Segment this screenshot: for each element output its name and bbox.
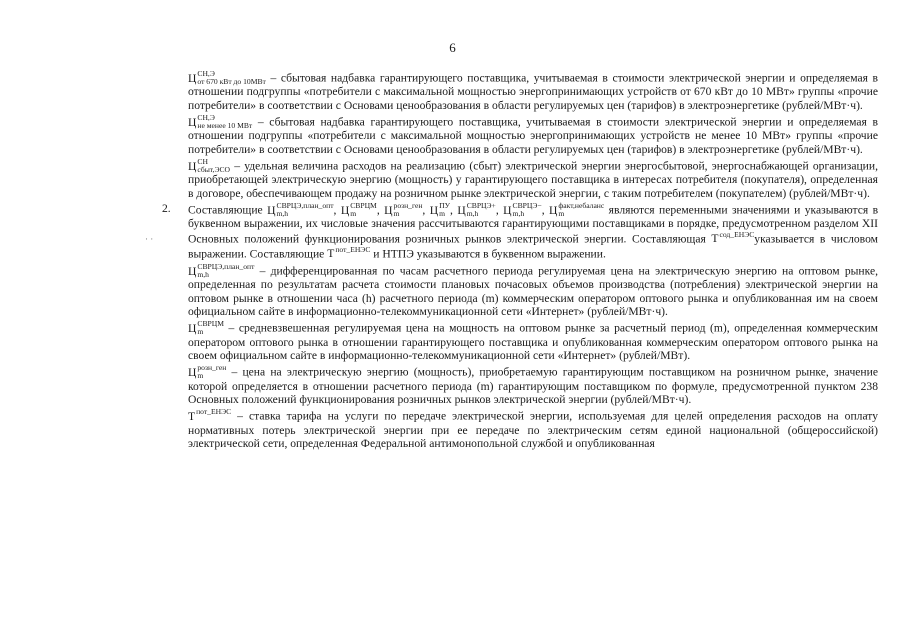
symbol-base: Ц [429, 203, 439, 217]
symbol-scripts [277, 202, 334, 217]
item-text: указывается в числовом выражении. Составляющие [188, 232, 878, 261]
symbol-superscript: СН,Э [197, 113, 215, 122]
formula-symbol [188, 157, 231, 174]
symbol-superscript: СН [197, 157, 208, 166]
symbol-scripts [335, 246, 370, 261]
symbol-subscript: от 670 кВт до 10МВт [197, 76, 266, 86]
symbol-subscript: m [558, 208, 565, 218]
symbol-superscript: пот_ЕНЭС [196, 407, 232, 417]
symbol-superscript: факт,небаланс [558, 201, 605, 210]
symbol-superscript: ПУ [439, 201, 450, 210]
symbol-subscript: m [439, 208, 446, 218]
symbol-scripts [197, 263, 254, 278]
symbol-superscript: розн_ген [197, 363, 227, 373]
formula-symbol [188, 319, 224, 336]
formula-symbol [327, 244, 371, 261]
definition-text: – удельная величина расходов на реализацию (сбыт) электрической энергии энергосбытовой, энергоснабжающей организации, приобретающей электрическую энергию (мощность) у гарантирующего поставщика в интересах потребителя (покупателя), определенная в договоре, обеспечивающем продажу на розничном рынке электрической энергии, с таким потребителем (покупателем) (рублей/МВт·ч). [188, 159, 878, 200]
symbol-superscript: СВРЦЭ+ [466, 201, 496, 210]
page-number: 6 [449, 40, 456, 55]
symbol-scripts [196, 408, 231, 423]
symbol-subscript: m [197, 370, 204, 380]
symbol-base: Ц [188, 115, 197, 129]
symbol-scripts [197, 364, 226, 379]
symbol-base: Ц [188, 264, 197, 278]
symbol-scripts [467, 202, 496, 217]
symbol-superscript: пот_ЕНЭС [335, 244, 371, 254]
definition-paragraph [188, 364, 878, 406]
symbol-subscript [335, 253, 370, 261]
item-text: и НТПЭ указываются в буквенном выражении. [370, 247, 606, 261]
symbol-scripts [197, 70, 265, 85]
numbered-item: 2. Составляющие Ц СВРЦЭ,план_опт m,h , Ц СВРЦМ m , Ц розн_ген m , Ц ПУ m , Ц СВРЦЭ+ m,h , Ц СВРЦЭ− m,h , Ц факт,небаланс m являются переменными значениями и указываются в буквенном выражении, их числовые значения рассчитываются гарантирующими поставщиками в порядке, предусмотренном разделом XII Основных положений функционирования розничных рынков электрической энергии. Составляющая Т сод_ЕНЭС указывается в числовом выражении. Составляющие Т пот_ЕНЭС и НТПЭ указываются в буквенном выражении. [162, 201, 879, 261]
formula-symbol [188, 363, 227, 380]
formula-symbol [267, 201, 334, 218]
definition-paragraph [188, 70, 878, 112]
symbol-scripts [719, 231, 754, 246]
document-body [162, 69, 879, 452]
symbol-base: Т [327, 247, 335, 261]
symbol-scripts [197, 158, 230, 173]
symbol-subscript: m [350, 208, 357, 218]
definition-paragraph [188, 320, 878, 362]
symbol-superscript: СВРЦЭ,план_опт [276, 201, 334, 210]
symbol-subscript: m,h [197, 269, 209, 279]
symbol-base: Ц [188, 159, 197, 173]
symbol-base: Ц [188, 365, 197, 379]
symbol-superscript: СВРЦЭ,план_опт [197, 261, 255, 271]
definition-text: – дифференцированная по часам расчетного периода регулируемая цена на электрическую энергию на оптовом рынке, определенная по результатам расчета стоимости плановых почасовых объемов производства (потребления) электрической энергии на оптовом рынке в отношении часа (h) расчетного периода (m) коммерческим оператором оптового рынка и опубликованная им на своем официальном сайте в информационно-телекоммуникационной сети «Интернет» (рублей/МВт·ч). [188, 264, 878, 318]
symbol-subscript: не менее 10 МВт [197, 120, 253, 130]
symbol-subscript: m,h [276, 208, 289, 218]
symbol-base: Ц [340, 203, 350, 217]
symbol-superscript: СН,Э [197, 69, 215, 78]
symbol-base: Ц [267, 203, 276, 217]
formula-symbol [384, 201, 423, 218]
definition-paragraph [188, 408, 878, 450]
item-text: являются переменными значениями и указываются в буквенном выражении, их числовые значения рассчитываются гарантирующими поставщиками в порядке, предусмотренном разделом XII Основных положений функционирования розничных рынков электрической энергии. Составляющая [188, 203, 879, 246]
symbol-base: Ц [188, 321, 197, 335]
symbol-scripts [350, 202, 377, 217]
formula-symbol [188, 69, 266, 86]
symbol-subscript [196, 416, 231, 424]
definition-text: – средневзвешенная регулируемая цена на мощность на оптовом рынке за расчетный период (m), определенная коммерческим оператором оптового рынка в отношении гарантирующего поставщика и опубликованная коммерческим оператором оптового рынка на своем официальном сайте в информационно-телекоммуникационной сети «Интернет» (рублей/МВт). [188, 321, 878, 362]
item-lead: Составляющие [188, 203, 268, 217]
symbol-subscript: m,h [466, 208, 479, 218]
definition-text: – сбытовая надбавка гарантирующего поставщика, учитываемая в стоимости электрической энергии и определяемая в отношении подгруппы «потребители с максимальной мощностью энергопринимающих устройств от 670 кВт до 10 МВт» группы «прочие потребители» в соответствии с Основами ценообразования в области регулируемых цен (тарифов) в электроэнергетике (рублей/МВт·ч). [188, 71, 878, 112]
symbol-scripts [439, 202, 450, 217]
formula-symbol [711, 229, 755, 246]
symbol-superscript: СВРЦМ [350, 201, 377, 210]
definition-text: – сбытовая надбавка гарантирующего поставщика, учитываемая в стоимости электрической энергии и определяемая в отношении подгруппы «потребители с максимальной мощностью энергопринимающих устройств не менее 10 МВт» группы «прочие потребители» в соответствии с Основами ценообразования в области регулируемых цен (тарифов) в электроэнергетике (рублей/МВт·ч). [188, 115, 878, 156]
margin-mark: · · [145, 234, 154, 244]
formula-symbol [503, 201, 542, 218]
formula-symbol [549, 201, 605, 218]
symbol-subscript [719, 238, 754, 246]
symbol-subscript: сбыт,ЭСО [197, 164, 231, 174]
symbol-base: Ц [384, 203, 393, 217]
symbol-subscript: m [197, 326, 204, 336]
formula-symbol [340, 201, 377, 218]
definition-text: – цена на электрическую энергию (мощность), приобретаемую гарантирующим поставщиком на розничном рынке, значение которой определяется в отношении расчетного периода (m) гарантирующим поставщиком по формуле, предусмотренной пунктом 238 Основных положений функционирования розничных рынков электрической энергии (рублей/МВт·ч). [188, 365, 878, 406]
formula-symbol [188, 113, 253, 130]
symbol-base: Т [711, 232, 719, 246]
symbol-scripts [197, 320, 224, 335]
symbol-base: Ц [188, 71, 197, 85]
symbol-superscript: сод_ЕНЭС [719, 229, 755, 239]
symbol-superscript: СВРЦЭ− [512, 201, 542, 210]
symbol-subscript: m [393, 208, 400, 218]
formula-symbol [429, 201, 450, 218]
symbol-scripts [513, 202, 542, 217]
symbol-subscript: m,h [512, 208, 525, 218]
symbol-superscript: СВРЦМ [197, 319, 224, 329]
symbol-scripts [394, 202, 423, 217]
symbol-base: Т [188, 409, 196, 423]
formula-symbol [188, 261, 255, 279]
definition-paragraph [188, 158, 878, 200]
formula-symbol [457, 201, 496, 218]
item-number: 2. [162, 202, 171, 215]
definition-text: – ставка тарифа на услуги по передаче электрической энергии, используемая для целей определения расходов на оплату нормативных потерь электрической энергии при ее передаче по электрическим сетям единой национальной (общероссийской) электрической сети, определенная Федеральной антимонопольной службой и опубликованная [188, 409, 878, 450]
formula-symbol [188, 407, 232, 423]
symbol-base: Ц [549, 203, 558, 217]
symbol-scripts [558, 202, 604, 217]
symbol-scripts [197, 114, 252, 129]
definition-paragraph [188, 114, 878, 156]
definition-paragraph [188, 263, 878, 318]
symbol-superscript: розн_ген [393, 201, 423, 210]
symbol-base: Ц [457, 203, 466, 217]
symbol-base: Ц [503, 203, 512, 217]
